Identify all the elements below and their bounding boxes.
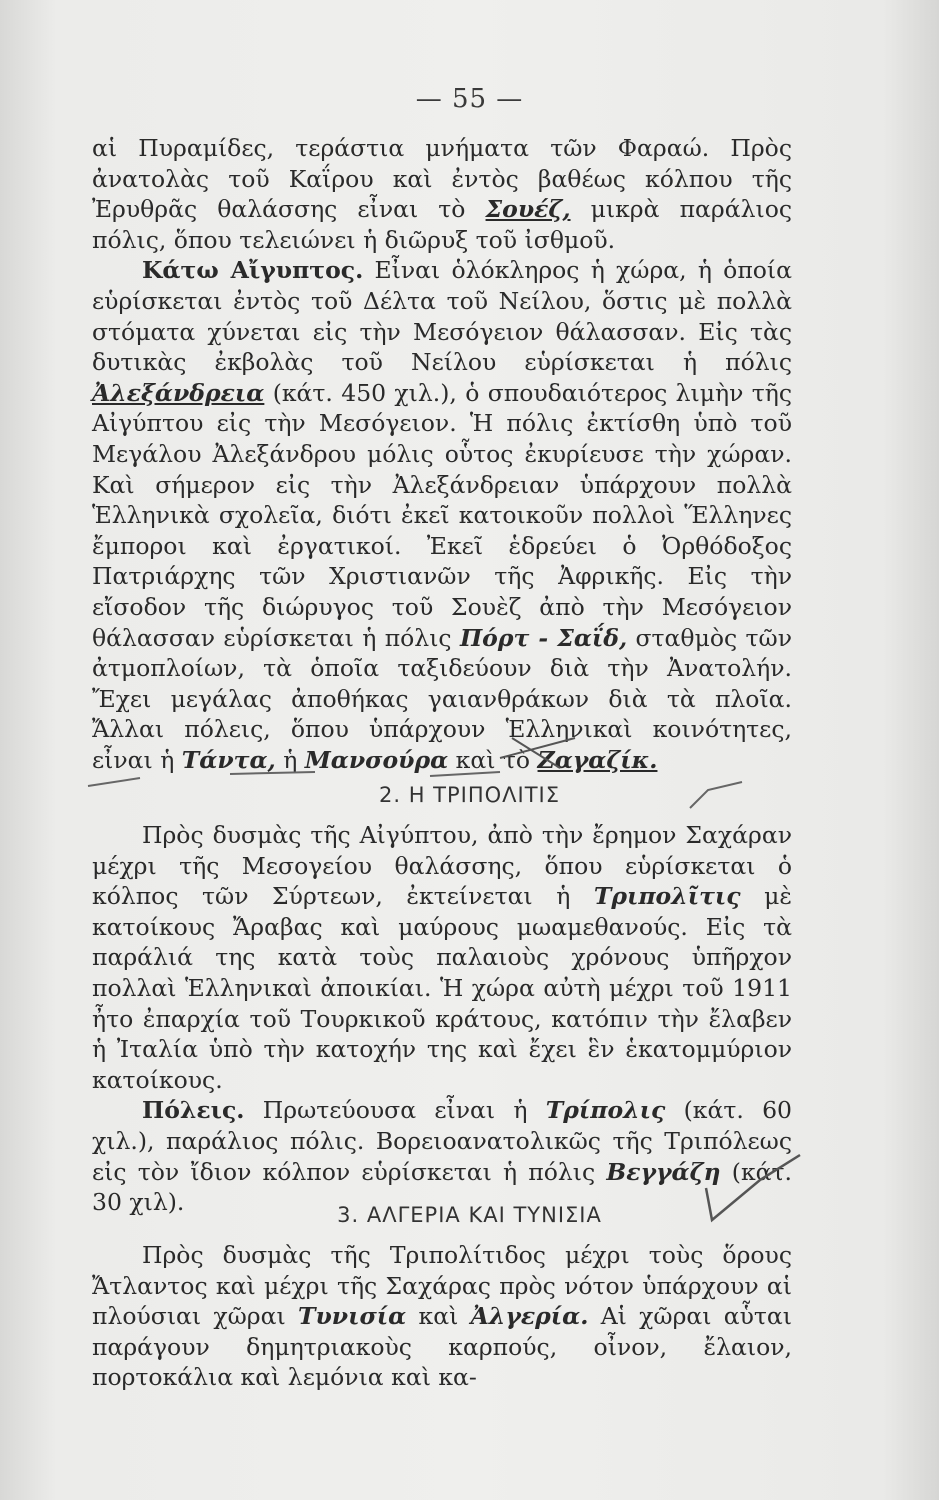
paragraph-lower-egypt (92, 255, 792, 775)
section-heading-algeria-tunisia: 3. ΑΛΓΕΡΙΑ ΚΑΙ ΤΥΝΙΣΙΑ (337, 1203, 602, 1227)
text-run: (κάτ. 450 χιλ.), ὁ σπουδαιότερος λιμὴν τῆς Αἰγύπτου εἰς τὴν Μεσόγειον. Ἡ πόλις ἐκτίσθη ὑπὸ τοῦ Μεγάλου Ἀλεξάνδρου μόλις οὗτος ἐκυρίευσε τὴν χώραν. Καὶ σήμερον εἰς τὴν Ἀλεξάνδρειαν ὑπάρχουν πολλὰ Ἑλληνικὰ σχολεῖα, διότι ἐκεῖ κατοικοῦν πολλοὶ Ἕλληνες ἔμποροι καὶ ἐργατικοί. Ἐκεῖ ἑδρεύει ὁ Ὀρθόδοξος Πατριάρχης τῶν Χριστιανῶν τῆς Ἀφρικῆς. Εἰς τὴν εἴσοδον τῆς διώρυγος τοῦ Σουὲζ ἀπὸ τὴν Μεσόγειον θάλασσαν εὑρίσκεται ἡ πόλις (92, 378, 792, 652)
place-tripolitania: Τριπολῖτις (593, 882, 741, 911)
text-run: (κάτ. 30 χιλ). (92, 1157, 792, 1217)
paragraph-cities (92, 1095, 792, 1217)
text-run: ἡ (275, 745, 305, 774)
text-run: Πρὸς δυσμὰς τῆς Τριπολίτιδος μέχρι τοὺς ὅρους Ἄτλαντος καὶ μέχρι τῆς Σαχάρας πρὸς νότον ὑπάρχουν αἱ πλούσιαι χῶραι (92, 1241, 792, 1331)
text-run: καὶ (406, 1302, 471, 1331)
place-alexandria: Ἀλεξάνδρεια (92, 378, 265, 407)
section-heading-tripolitania: 2. Η ΤΡΙΠΟΛΙΤΙΣ (378, 783, 561, 807)
place-tanta: Τάντα, (181, 745, 276, 774)
paragraph-algeria-tunisia (92, 1240, 792, 1393)
place-benghazi: Βεγγάζη (606, 1157, 721, 1186)
algeria-tunisia-text-block (92, 1240, 792, 1393)
text-run: αἱ Πυραμίδες, τεράστια μνήματα τῶν Φαραώ. Πρὸς ἀνατολὰς τοῦ Καΐρου καὶ ἐντὸς βαθέως κόλπου τῆς Ἐρυθρᾶς θαλάσσης εἶναι τὸ (92, 134, 792, 224)
place-mansoura: Μανσούρα (304, 745, 449, 774)
place-algeria: Ἀλγερία. (470, 1302, 589, 1331)
place-port-said: Πόρτ - Σαΐδ, (459, 623, 628, 652)
page-number: — 55 — (415, 84, 524, 114)
egypt-text-block (92, 133, 792, 775)
subheading-cities: Πόλεις. (142, 1096, 245, 1125)
text-run: Εἶναι ὁλόκληρος ἡ χώρα, ἡ ὁποία εὑρίσκεται ἐντὸς τοῦ Δέλτα τοῦ Νείλου, ὅστις μὲ πολλὰ στόματα χύνεται εἰς τὴν Μεσόγειον θάλασσαν. Εἰς τὰς δυτικὰς ἐκβολὰς τοῦ Νείλου εὑρίσκεται ἡ πόλις (92, 256, 793, 377)
place-tripoli: Τρίπολις (545, 1096, 666, 1125)
tripolitania-text-block (92, 820, 792, 1218)
text-run: (κάτ. 60 χιλ.), παράλιος πόλις. Βορειοανατολικῶς τῆς Τριπόλεως εἰς τὸν ἴδιον κόλπον εὑρίσκεται ἡ πόλις (92, 1096, 792, 1186)
place-zagazig: Ζαγαζίκ. (537, 745, 658, 774)
subheading-lower-egypt: Κάτω Αἴγυπτος. (142, 256, 364, 285)
text-run: καὶ τὸ (448, 745, 538, 774)
text-run: Πρωτεύουσα εἶναι ἡ (244, 1096, 546, 1125)
paragraph-tripolitania (92, 820, 792, 1095)
text-run: Πρὸς δυσμὰς τῆς Αἰγύπτου, ἀπὸ τὴν ἔρημον Σαχάραν μέχρι τῆς Μεσογείου θαλάσσης, ὅπου εὑρίσκεται ὁ κόλπος τῶν Σύρτεων, ἐκτείνεται ἡ (92, 821, 792, 911)
place-tunisia: Τυνισία (298, 1302, 407, 1331)
text-run: Αἱ χῶραι αὗται παράγουν δημητριακοὺς καρπούς, οἶνον, ἔλαιον, πορτοκάλια καὶ λεμόνια καὶ κα- (92, 1302, 792, 1392)
place-suez: Σουέζ, (485, 195, 571, 224)
text-run: μὲ κατοίκους Ἄραβας καὶ μαύρους μωαμεθανούς. Εἰς τὰ παράλιά της κατὰ τοὺς παλαιοὺς χρόνους ὑπῆρχον πολλαὶ Ἑλληνικαὶ ἀποικίαι. Ἡ χώρα αὐτὴ μέχρι τοῦ 1911 ἦτο ἐπαρχία τοῦ Τουρκικοῦ κράτους, κατόπιν τὴν ἔλαβεν ἡ Ἰταλία ὑπὸ τὴν κατοχήν της καὶ ἔχει ἓν ἑκατομμύριον κατοίκους. (92, 882, 793, 1094)
paragraph-cairo-suez (92, 133, 792, 255)
text-run: σταθμὸς τῶν ἀτμοπλοίων, τὰ ὁποῖα ταξιδεύουν διὰ τὴν Ἀνατολήν. Ἔχει μεγάλας ἀποθήκας γαιανθράκων διὰ τὰ πλοῖα. Ἄλλαι πόλεις, ὅπου ὑπάρχουν Ἑλληνικαὶ κοινότητες, εἶναι ἡ (92, 623, 792, 774)
text-run: μικρὰ παράλιος πόλις, ὅπου τελειώνει ἡ διῶρυξ τοῦ ἰσθμοῦ. (92, 195, 792, 254)
